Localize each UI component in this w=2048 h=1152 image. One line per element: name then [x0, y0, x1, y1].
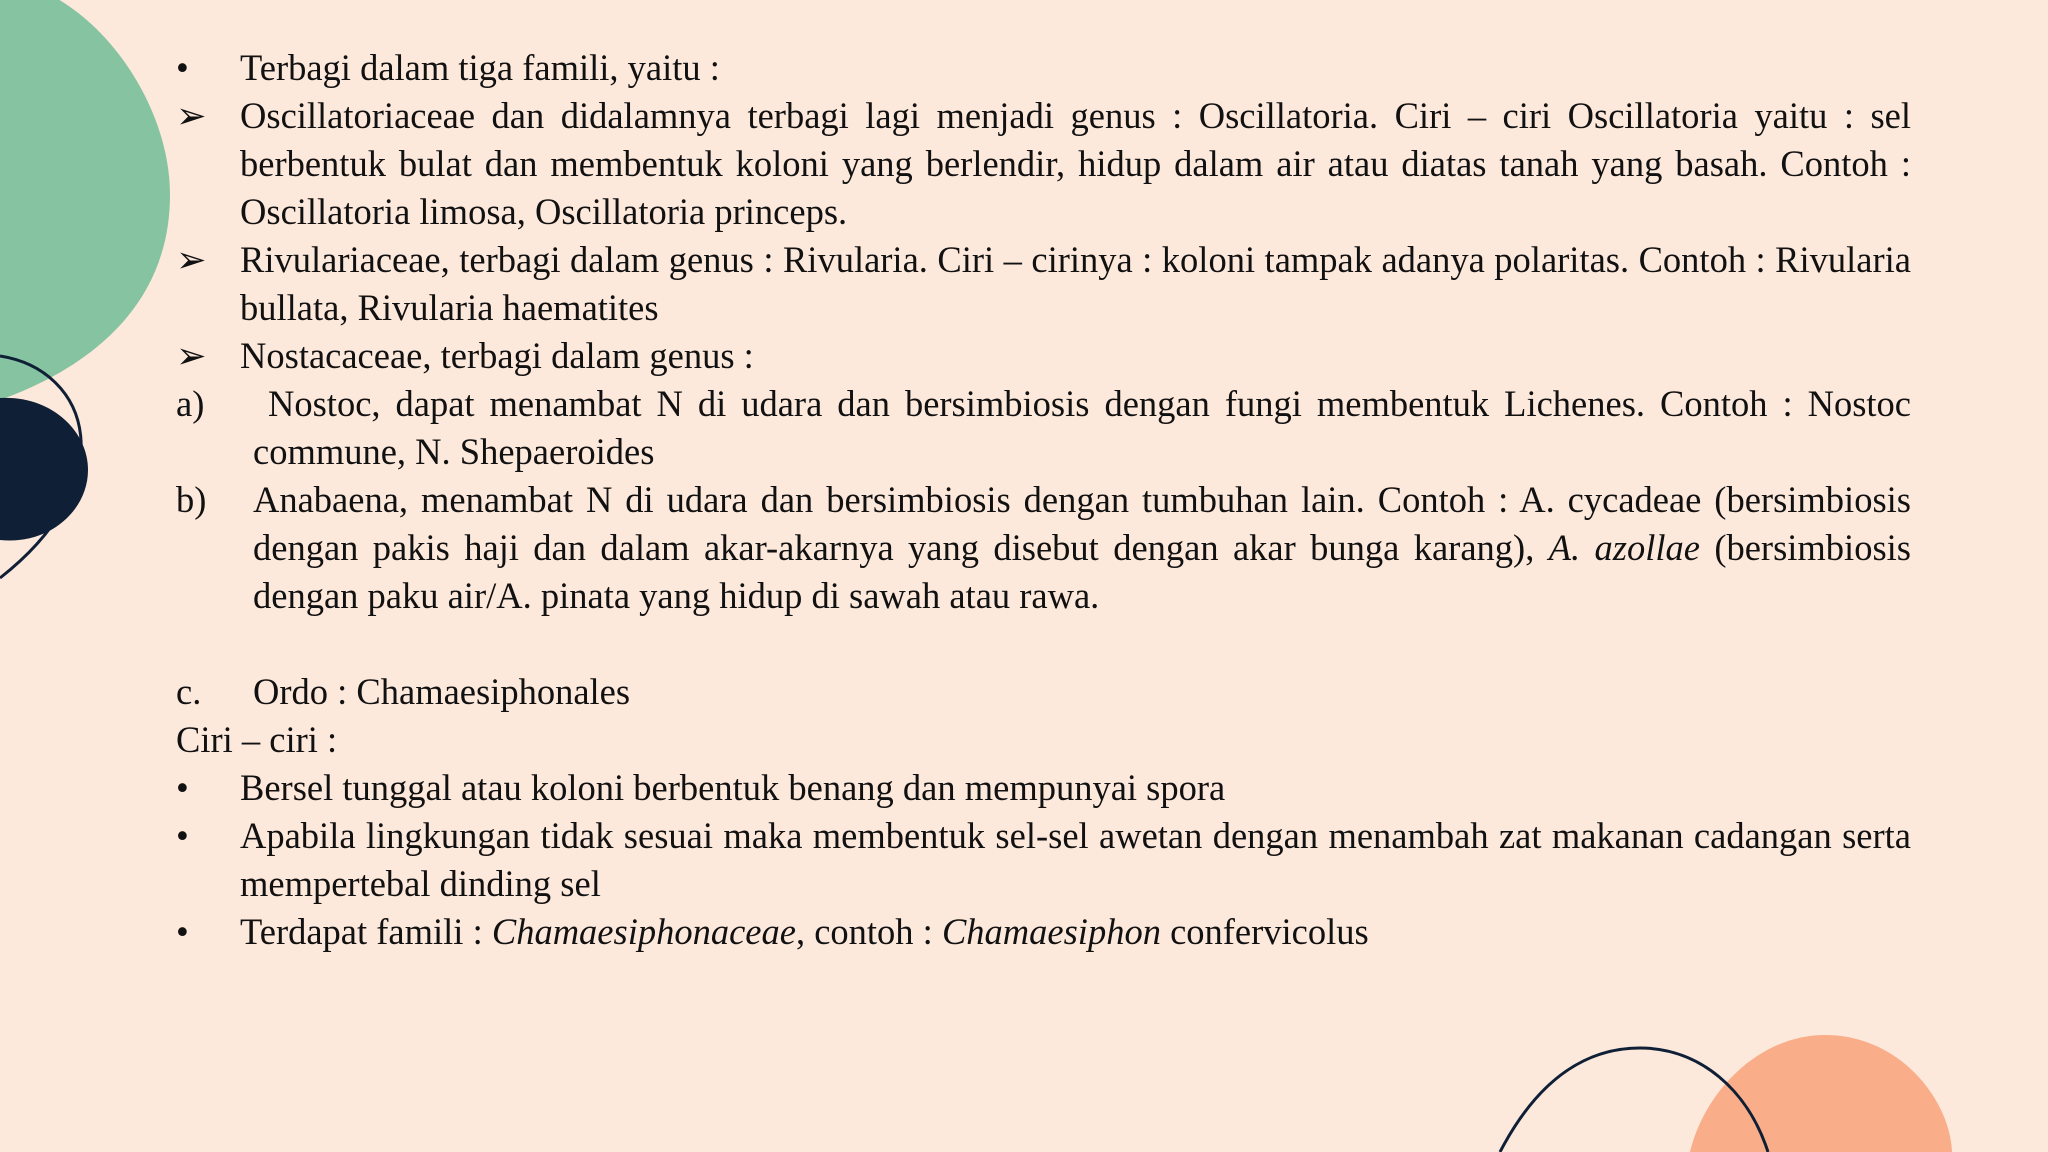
ordo-text: Ordo : Chamaesiphonales	[253, 671, 631, 712]
bullet-marker: •	[176, 815, 189, 856]
spacer	[176, 620, 1911, 668]
genus-text: Nostoc, dapat menambat N di udara dan bersimbiosis dengan fungi membentuk Lichenes. Contoh : Nostoc commune, N. Shepaeroides	[253, 383, 1921, 472]
ciri-item-1	[176, 764, 1911, 812]
family-item-rivulariaceae	[176, 236, 1911, 332]
arrow-bullet-icon: ➢	[176, 335, 207, 376]
ciri3-genus-italic: Chamaesiphon	[941, 911, 1161, 952]
arrow-bullet-icon: ➢	[176, 239, 207, 280]
bullet-marker: •	[176, 911, 189, 952]
ciri3-part3: confervicolus	[1160, 911, 1369, 952]
ciri-label: Ciri – ciri :	[176, 719, 338, 760]
green-blob-shape	[0, 0, 170, 400]
list-letter-a: a)	[176, 383, 205, 424]
slide-content	[176, 44, 1921, 956]
ciri3-part2: , contoh :	[795, 911, 942, 952]
peach-blob-shape	[1690, 1035, 1952, 1152]
intro-list-item	[176, 44, 1911, 92]
genus-item-anabaena	[176, 476, 1911, 620]
genus-b-text-part1: Anabaena, menambat N di udara dan bersimbiosis dengan tumbuhan lain. Contoh : A. cycadeae (bersimbiosis dengan pakis haji dan dalam akar-akarnya yang disebut dengan akar bunga karang),	[253, 479, 1911, 568]
family-text: Rivulariaceae, terbagi dalam genus : Rivularia. Ciri – cirinya : koloni tampak adanya polaritas. Contoh : Rivularia bullata, Rivularia haematites	[240, 239, 1911, 328]
ciri3-part1: Terdapat famili :	[240, 911, 492, 952]
family-item-nostacaceae	[176, 332, 1911, 380]
ordo-heading	[176, 668, 1911, 716]
genus-b-text-part2: (bersimbiosis dengan paku air/A. pinata yang hidup di sawah atau rawa.	[253, 527, 1912, 616]
ciri-text: Apabila lingkungan tidak sesuai maka membentuk sel-sel awetan dengan menambah zat makanan cadangan serta mempertebal dinding sel	[240, 815, 1911, 904]
ciri-text	[240, 908, 1911, 956]
list-letter-b: b)	[176, 479, 207, 520]
navy-blob-shape	[0, 398, 88, 541]
genus-text	[253, 476, 1911, 620]
family-text: Oscillatoriaceae dan didalamnya terbagi lagi menjadi genus : Oscillatoria. Ciri – ciri Oscillatoria yaitu : sel berbentuk bulat dan membentuk koloni yang berlendir, hidup dalam air atau diatas tanah yang basah. Contoh : Oscillatoria limosa, Oscillatoria princeps.	[240, 95, 1911, 232]
genus-b-species-italic: A. azollae	[1548, 527, 1700, 568]
ciri-item-2	[176, 812, 1911, 908]
ciri-text: Bersel tunggal atau koloni berbentuk benang dan mempunyai spora	[240, 767, 1226, 808]
bullet-marker: •	[176, 767, 189, 808]
list-letter-c: c.	[176, 671, 202, 712]
family-item-oscillatoriaceae	[176, 92, 1911, 236]
family-text: Nostacaceae, terbagi dalam genus :	[240, 335, 754, 376]
genus-item-nostoc	[176, 380, 1921, 476]
arrow-bullet-icon: ➢	[176, 95, 207, 136]
intro-text: Terbagi dalam tiga famili, yaitu :	[240, 47, 720, 88]
bullet-marker: •	[176, 47, 189, 88]
ciri-item-3	[176, 908, 1911, 956]
ciri3-family-italic: Chamaesiphonaceae	[491, 911, 796, 952]
